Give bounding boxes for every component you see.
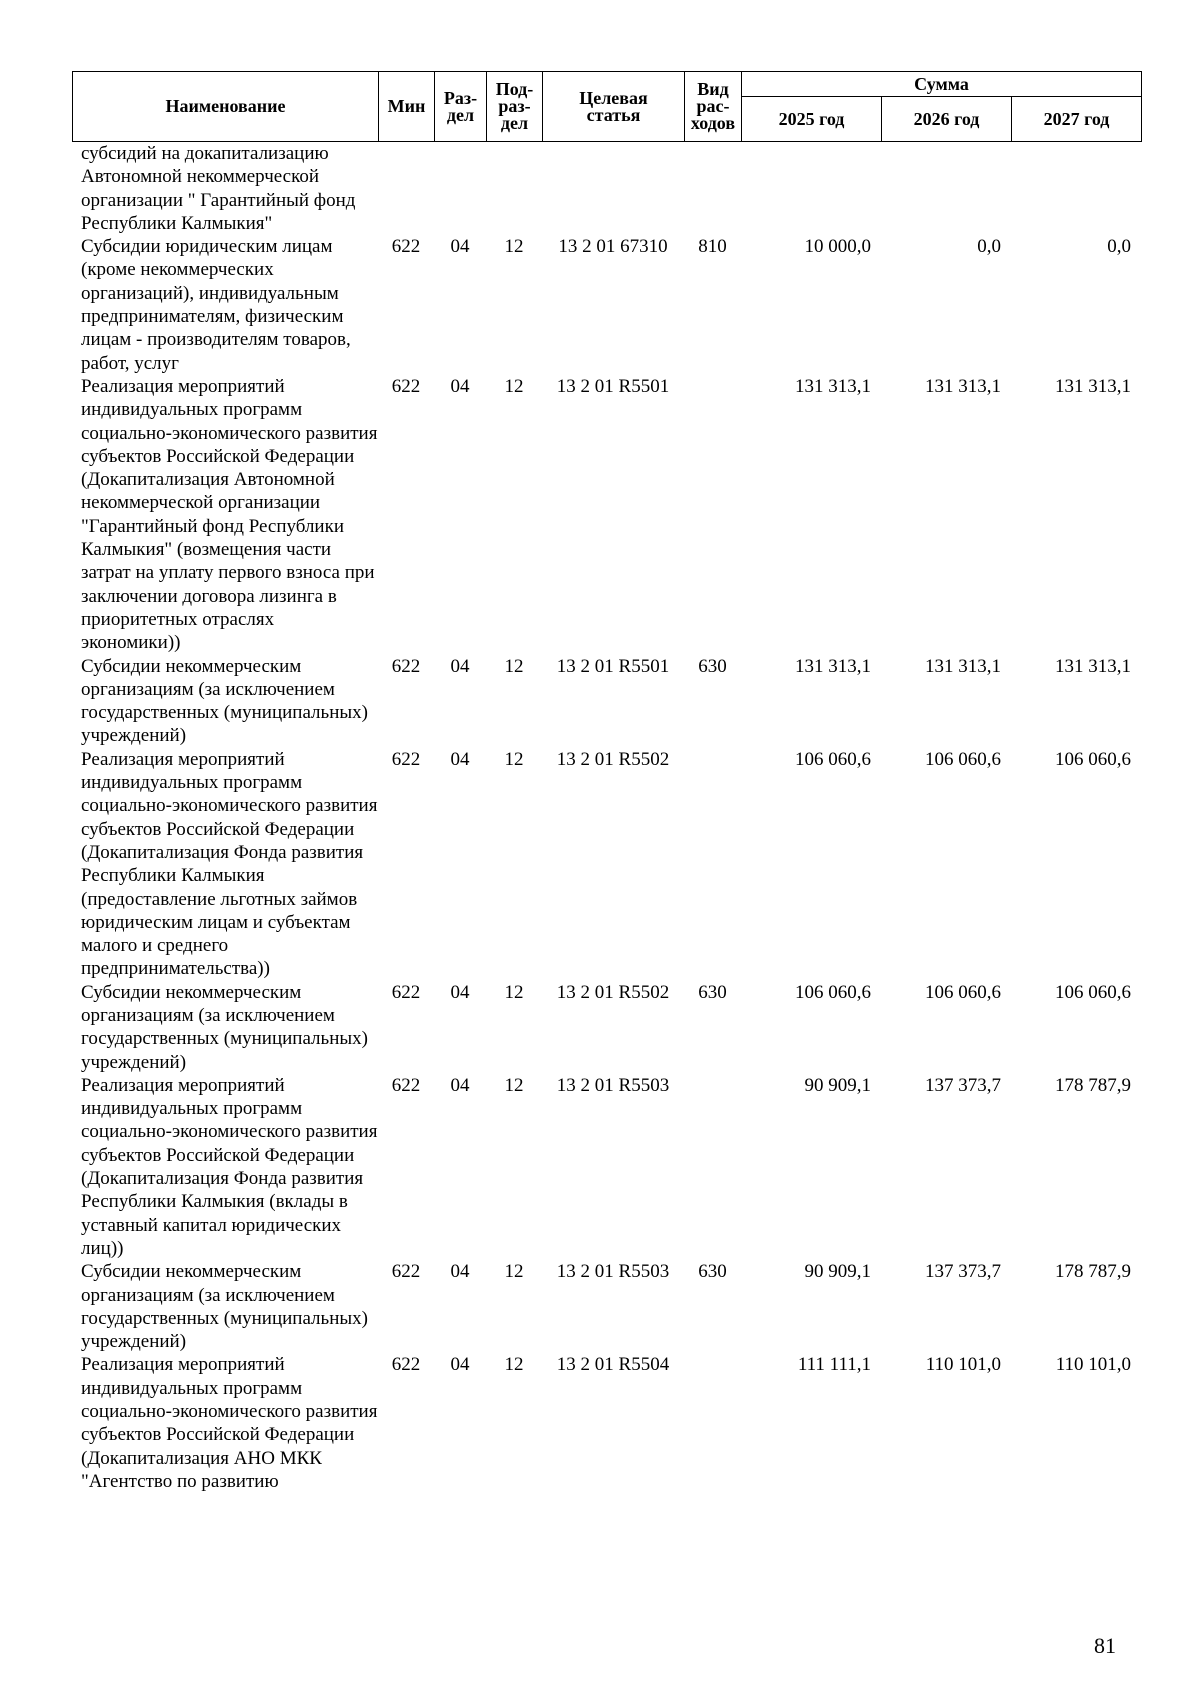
- row-sum-2027: [1011, 142, 1141, 235]
- row-sum-2027: 110 101,0: [1055, 1354, 1131, 1376]
- row-podrazdel: 12: [504, 375, 524, 397]
- header-year-2025: 2025 год: [742, 97, 882, 142]
- row-sum-2026: 106 060,6: [925, 981, 1001, 1003]
- row-target: 13 2 01 R5503: [556, 1261, 670, 1283]
- table-row: [72, 375, 1141, 655]
- table-row: [72, 235, 1141, 375]
- row-name: Реализация мероприятий индивидуальных программ социально-экономического развития субъектов Российской Федерации (Докапитализация Автономной некоммерческой организации "Гарантийный фонд Республики Калмыкия" (возмещения части затрат на уплату первого взноса при заключении договора лизинга в приоритетных отраслях экономики)): [81, 375, 378, 654]
- row-min: [378, 142, 434, 235]
- row-razdel: 04: [450, 981, 470, 1003]
- row-podrazdel: 12: [504, 655, 524, 677]
- header-sum: Сумма: [742, 72, 1142, 97]
- row-target: 13 2 01 R5504: [556, 1354, 670, 1376]
- row-razdel: 04: [450, 1261, 470, 1283]
- row-vid: 810: [698, 236, 727, 258]
- row-razdel: [434, 142, 486, 235]
- row-name: Субсидии некоммерческим организациям (за исключением государственных (муниципальных) учреждений): [81, 981, 368, 1073]
- row-sum-2025: 111 111,1: [797, 1354, 871, 1376]
- header-name: Наименование: [73, 72, 379, 142]
- row-sum-2027: 0,0: [1107, 236, 1131, 258]
- row-vid: [684, 142, 741, 235]
- row-razdel: 04: [450, 236, 470, 258]
- header-podrazdel: Под- раз- дел: [487, 72, 543, 142]
- table-row: [72, 142, 1141, 235]
- row-sum-2027: 131 313,1: [1055, 655, 1131, 677]
- row-target: 13 2 01 67310: [558, 236, 668, 258]
- row-sum-2027: 178 787,9: [1055, 1074, 1131, 1096]
- table-header: [72, 71, 1142, 142]
- row-name: Субсидии некоммерческим организациям (за исключением государственных (муниципальных) учреждений): [81, 655, 368, 747]
- header-target: Целевая статья: [543, 72, 685, 142]
- row-sum-2027: 106 060,6: [1055, 981, 1131, 1003]
- row-min: 622: [391, 1074, 421, 1096]
- row-vid: [684, 748, 741, 981]
- row-sum-2026: 0,0: [977, 236, 1001, 258]
- table-row: [72, 748, 1141, 981]
- row-razdel: 04: [450, 655, 470, 677]
- row-min: 622: [391, 375, 421, 397]
- row-min: 622: [391, 748, 421, 770]
- row-vid: 630: [698, 1261, 727, 1283]
- row-min: 622: [391, 981, 421, 1003]
- row-podrazdel: 12: [504, 1354, 524, 1376]
- row-sum-2025: 131 313,1: [795, 655, 871, 677]
- table-row: [72, 655, 1141, 748]
- row-target: 13 2 01 R5502: [556, 748, 670, 770]
- row-vid: [684, 1353, 741, 1493]
- budget-table: [72, 142, 1141, 1493]
- row-sum-2025: 90 909,1: [804, 1074, 871, 1096]
- row-target: 13 2 01 R5501: [556, 655, 670, 677]
- row-razdel: 04: [450, 375, 470, 397]
- row-podrazdel: 12: [504, 748, 524, 770]
- header-min: Мин: [379, 72, 435, 142]
- row-sum-2026: 137 373,7: [925, 1261, 1001, 1283]
- row-sum-2025: 106 060,6: [795, 748, 871, 770]
- table-row: [72, 1260, 1141, 1353]
- row-name: Субсидии юридическим лицам (кроме некоммерческих организаций), индивидуальным предпринимателям, физическим лицам - производителям товаров, работ, услуг: [81, 236, 351, 374]
- row-podrazdel: 12: [504, 981, 524, 1003]
- row-sum-2027: 106 060,6: [1055, 748, 1131, 770]
- row-name: Реализация мероприятий индивидуальных программ социально-экономического развития субъектов Российской Федерации (Докапитализация Фонда развития Республики Калмыкия (вклады в уставный капитал юридических лиц)): [81, 1074, 378, 1259]
- row-podrazdel: [486, 142, 542, 235]
- row-sum-2025: [741, 142, 881, 235]
- row-sum-2026: 110 101,0: [925, 1354, 1001, 1376]
- row-sum-2025: 106 060,6: [795, 981, 871, 1003]
- row-podrazdel: 12: [504, 1074, 524, 1096]
- header-razdel: Раз- дел: [435, 72, 487, 142]
- row-sum-2027: 131 313,1: [1055, 375, 1131, 397]
- row-razdel: 04: [450, 1354, 470, 1376]
- header-year-2027: 2027 год: [1012, 97, 1142, 142]
- row-sum-2027: 178 787,9: [1055, 1261, 1131, 1283]
- row-name: субсидий на докапитализацию Автономной некоммерческой организации " Гарантийный фонд Республики Калмыкия": [81, 143, 356, 234]
- row-target: 13 2 01 R5502: [556, 981, 670, 1003]
- table-row: [72, 1074, 1141, 1260]
- row-min: 622: [391, 655, 421, 677]
- row-target: [542, 142, 684, 235]
- row-name: Реализация мероприятий индивидуальных программ социально-экономического развития субъектов Российской Федерации (Докапитализация АНО МКК "Агентство по развитию: [81, 1354, 378, 1492]
- row-razdel: 04: [450, 1074, 470, 1096]
- table-row: [72, 981, 1141, 1074]
- row-name: Реализация мероприятий индивидуальных программ социально-экономического развития субъектов Российской Федерации (Докапитализация Фонда развития Республики Калмыкия (предоставление льготных займов юридическим лицам и субъектам малого и среднего предпринимательства)): [81, 748, 378, 980]
- row-sum-2025: 90 909,1: [804, 1261, 871, 1283]
- row-sum-2025: 131 313,1: [795, 375, 871, 397]
- row-sum-2026: 131 313,1: [925, 375, 1001, 397]
- row-podrazdel: 12: [504, 1261, 524, 1283]
- table-row: [72, 1353, 1141, 1493]
- row-sum-2026: [881, 142, 1011, 235]
- row-razdel: 04: [450, 748, 470, 770]
- row-min: 622: [391, 1261, 421, 1283]
- row-sum-2026: 131 313,1: [925, 655, 1001, 677]
- row-vid: 630: [698, 981, 727, 1003]
- row-sum-2025: 10 000,0: [804, 236, 871, 258]
- row-sum-2026: 106 060,6: [925, 748, 1001, 770]
- row-vid: 630: [698, 655, 727, 677]
- row-name: Субсидии некоммерческим организациям (за исключением государственных (муниципальных) учреждений): [81, 1261, 368, 1353]
- row-target: 13 2 01 R5503: [556, 1074, 670, 1096]
- row-sum-2026: 137 373,7: [925, 1074, 1001, 1096]
- page-number: 81: [1094, 1633, 1116, 1658]
- row-min: 622: [391, 236, 421, 258]
- row-target: 13 2 01 R5501: [556, 375, 670, 397]
- row-podrazdel: 12: [504, 236, 524, 258]
- row-vid: [684, 375, 741, 655]
- header-year-2026: 2026 год: [882, 97, 1012, 142]
- row-vid: [684, 1074, 741, 1260]
- row-min: 622: [391, 1354, 421, 1376]
- header-vid: Вид рас- ходов: [685, 72, 742, 142]
